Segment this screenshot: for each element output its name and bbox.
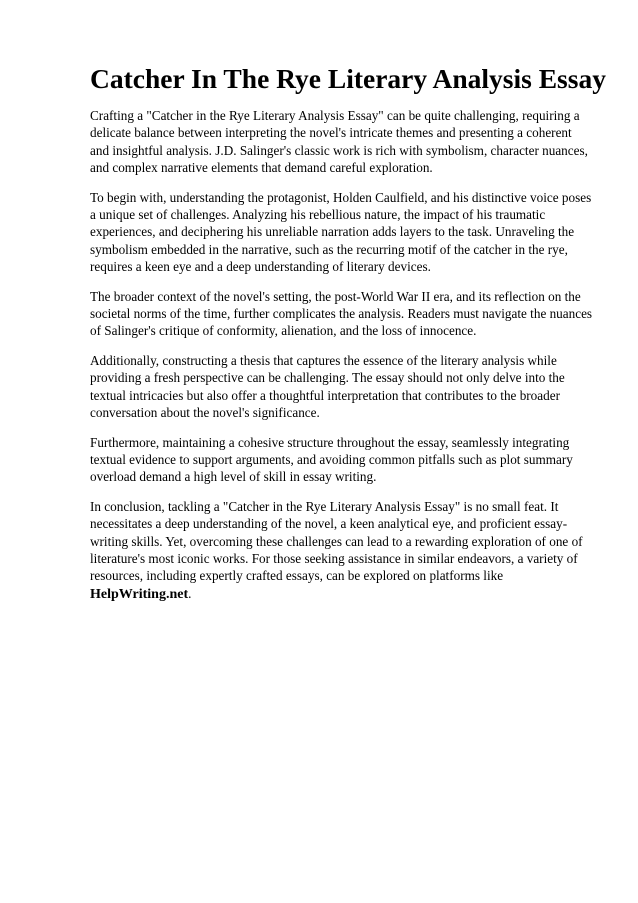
paragraph-thesis: Additionally, constructing a thesis that captures the essence of the literary analysis while providing a fresh perspective can be challenging. The essay should not only delve into the textual intricacies but also offer a thoughtful interpretation that contributes to the broader conversation about the novel's significance.: [90, 352, 565, 421]
conclusion-text: In conclusion, tackling a "Catcher in the Rye Literary Analysis Essay" is no small feat. It necessitates a deep understanding of the novel, a keen analytical eye, and proficient essay-writing skills. Yet, overcoming these challenges can lead to a rewarding exploration of one of literature's most iconic works. For those seeking assistance in similar endeavors, a variety of resources, including expertly crafted essays, can be explored on platforms like: [90, 498, 583, 584]
paragraph-context: The broader context of the novel's setting, the post-World War II era, and its reflection on the societal norms of the time, further complicates the analysis. Readers must navigate the nuances of Salinger's critique of conformity, alienation, and the loss of innocence.: [90, 288, 593, 339]
paragraph-conclusion: [90, 498, 594, 603]
document-title: Catcher In The Rye Literary Analysis Essay: [90, 63, 606, 94]
paragraph-protagonist: To begin with, understanding the protagonist, Holden Caulfield, and his distinctive voice poses a unique set of challenges. Analyzing his rebellious nature, the impact of his traumatic experiences, and deciphering his unreliable narration adds layers to the task. Unraveling the symbolism embedded in the narrative, such as the recurring motif of the catcher in the rye, requires a keen eye and a deep understanding of literary devices.: [90, 189, 592, 275]
paragraph-structure: Furthermore, maintaining a cohesive structure throughout the essay, seamlessly integrating textual evidence to support arguments, and avoiding common pitfalls such as plot summary overload demand a high level of skill in essay writing.: [90, 434, 573, 485]
conclusion-end: .: [188, 585, 192, 601]
paragraph-intro: Crafting a "Catcher in the Rye Literary Analysis Essay" can be quite challenging, requiring a delicate balance between interpreting the novel's intricate themes and presenting a coherent and insightful analysis. J.D. Salinger's classic work is rich with symbolism, character nuances, and complex narrative elements that demand careful exploration.: [90, 108, 588, 176]
helpwriting-link[interactable]: HelpWriting.net: [90, 586, 189, 602]
